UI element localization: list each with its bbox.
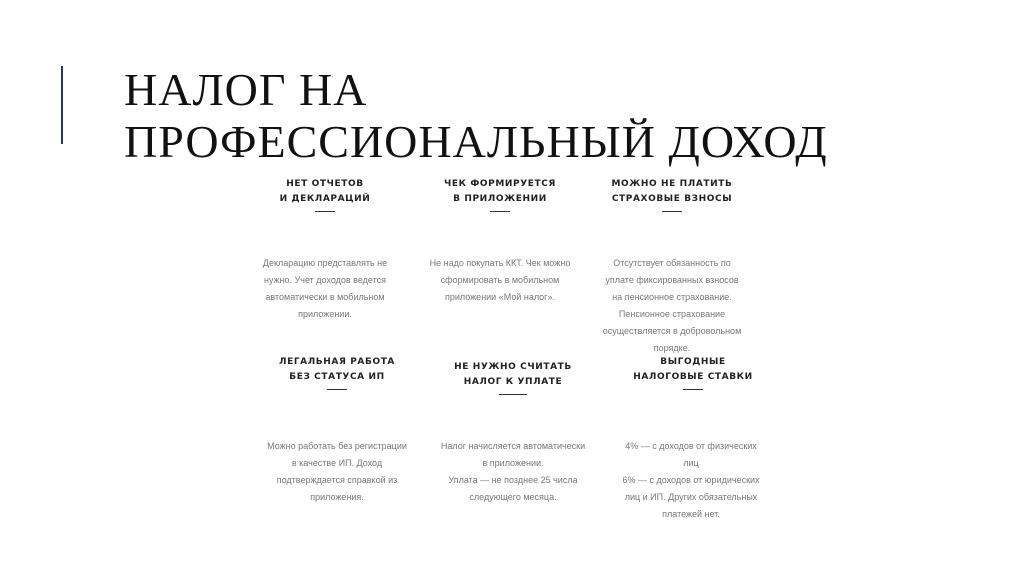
- feature-no-insurance: [592, 177, 752, 212]
- divider: [683, 389, 703, 390]
- divider: [662, 211, 682, 212]
- desc-line: приложении «Мой налог».: [445, 292, 555, 302]
- feature-title-line: В ПРИЛОЖЕНИИ: [453, 194, 547, 204]
- desc-line: осуществляется в добровольном: [602, 326, 742, 336]
- feature-title-line: ВЫГОДНЫЕ: [660, 357, 726, 367]
- desc-line: Отсутствует обязанность по: [613, 258, 731, 268]
- divider: [327, 389, 347, 390]
- desc-line: сформировать в мобильном: [440, 275, 560, 285]
- desc-line: в качестве ИП. Доход: [291, 458, 383, 468]
- feature-description: [240, 255, 410, 323]
- title-line-1: НАЛОГ НА: [124, 64, 368, 115]
- desc-line: Не надо покупать ККТ. Чек можно: [429, 258, 571, 268]
- feature-description: [247, 438, 427, 506]
- feature-title-line: МОЖНО НЕ ПЛАТИТЬ: [611, 179, 733, 189]
- desc-line: лиц и ИП. Других обязательных: [624, 492, 758, 502]
- desc-line: Налог начисляется автоматически: [440, 441, 586, 451]
- desc-line: Пенсионное страхование: [618, 309, 726, 319]
- desc-line: платежей нет.: [662, 509, 720, 519]
- divider: [490, 211, 510, 212]
- desc-line: приложении.: [298, 309, 352, 319]
- desc-line: подтверждается справкой из: [276, 475, 398, 485]
- desc-line: приложения.: [310, 492, 364, 502]
- desc-line: следующего месяца.: [469, 492, 557, 502]
- feature-legal-work: [257, 355, 417, 390]
- desc-line: Уплата — не позднее 25 числа: [448, 475, 578, 485]
- desc-line: уплате фиксированных взносов: [605, 275, 739, 285]
- feature-title: [420, 177, 580, 207]
- feature-no-calculation: [433, 360, 593, 395]
- page-title: [124, 64, 944, 168]
- accent-bar: [61, 66, 63, 144]
- feature-title-line: ЛЕГАЛЬНАЯ РАБОТА: [279, 357, 395, 367]
- feature-title: [433, 360, 593, 390]
- desc-line: в приложении.: [482, 458, 544, 468]
- feature-description: [582, 255, 762, 357]
- desc-line: 4% — с доходов от физических: [625, 441, 757, 451]
- feature-title-line: НАЛОГОВЫЕ СТАВКИ: [633, 372, 753, 382]
- feature-title: [257, 355, 417, 385]
- desc-line: Можно работать без регистрации: [267, 441, 407, 451]
- feature-description: [410, 255, 590, 306]
- desc-line: нужно. Учет доходов ведется: [263, 275, 387, 285]
- feature-description: [596, 438, 786, 523]
- feature-description: [423, 438, 603, 506]
- title-line-2: ПРОФЕССИОНАЛЬНЫЙ ДОХОД: [124, 116, 828, 167]
- desc-line: Декларацию представлять не: [262, 258, 388, 268]
- feature-tax-rates: [613, 355, 773, 390]
- feature-title: [245, 177, 405, 207]
- divider: [499, 394, 527, 395]
- feature-no-reports: [245, 177, 405, 212]
- divider: [315, 211, 335, 212]
- feature-title-line: БЕЗ СТАТУСА ИП: [289, 372, 385, 382]
- desc-line: 6% — с доходов от юридических: [622, 475, 760, 485]
- feature-title: [613, 355, 773, 385]
- feature-title-line: СТРАХОВЫЕ ВЗНОСЫ: [611, 194, 733, 204]
- desc-line: на пенсионное страхование.: [612, 292, 732, 302]
- feature-title-line: ЧЕК ФОРМИРУЕТСЯ: [444, 179, 556, 189]
- desc-line: порядке.: [653, 343, 691, 353]
- feature-title-line: НЕТ ОТЧЕТОВ: [286, 179, 364, 189]
- desc-line: лиц: [683, 458, 699, 468]
- feature-receipt-in-app: [420, 177, 580, 212]
- desc-line: автоматически в мобильном: [265, 292, 385, 302]
- feature-title-line: НЕ НУЖНО СЧИТАТЬ: [454, 362, 572, 372]
- feature-title: [592, 177, 752, 207]
- feature-title-line: НАЛОГ К УПЛАТЕ: [463, 377, 563, 387]
- feature-title-line: И ДЕКЛАРАЦИЙ: [279, 194, 371, 204]
